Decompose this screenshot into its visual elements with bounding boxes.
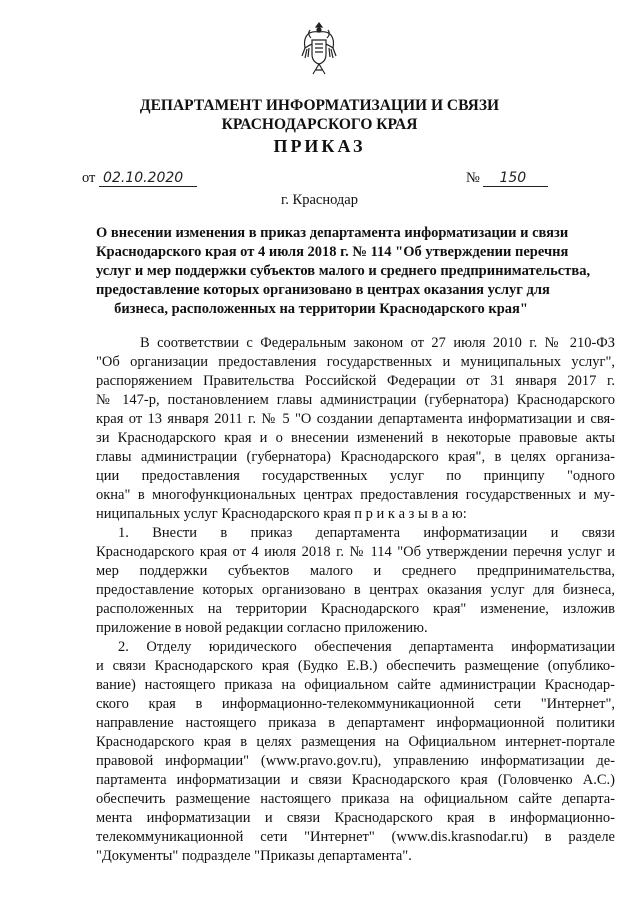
preamble-line: ции предоставления государственных услуг по принципу "одного xyxy=(96,468,615,484)
item-2-line: Краснодарского края в целях размещения на Официальном интернет-портале xyxy=(96,734,615,750)
item-2-line: правовой информации" (www.pravo.gov.ru), управлению информатизации де- xyxy=(96,753,615,769)
number-prefix: № xyxy=(466,170,480,186)
item-2-line: ского края в информационно-телекоммуникационной сети "Интернет", xyxy=(96,696,615,712)
date-value: 02.10.2020 xyxy=(99,170,197,187)
subject-line: услуг и мер поддержки субъектов малого и среднего предпринимательства, xyxy=(96,263,591,279)
item-1-line: предоставление которых организовано в центрах оказания услуг для бизнеса, xyxy=(96,582,615,598)
city-label: г. Краснодар xyxy=(280,192,358,208)
item-2-line: обеспечить размещение настоящего приказа на официальном сайте департа- xyxy=(96,791,615,807)
item-1-line: Краснодарского края от 4 июля 2018 г. № 114 "Об утверждении перечня услуг и xyxy=(96,544,615,560)
document-type: ПРИКАЗ xyxy=(273,136,366,156)
item-1-line: мер поддержки субъектов малого и среднего предпринимательства, xyxy=(96,563,615,579)
order-body xyxy=(96,334,615,866)
item-2-line: 2. Отделу юридического обеспечения департамента информатизации xyxy=(118,639,615,655)
preamble-line: ниципальных услуг Краснодарского края п р и к а з ы в а ю: xyxy=(96,506,467,522)
org-line-1: ДЕПАРТАМЕНТ ИНФОРМАТИЗАЦИИ И СВЯЗИ xyxy=(139,97,500,114)
item-1-line: 1. Внести в приказ департамента информатизации и связи xyxy=(118,525,615,541)
item-2-line: партамента информатизации и связи Краснодарского края (Головченко А.С.) xyxy=(96,772,615,788)
item-1-line: приложение в новой редакции согласно приложению. xyxy=(96,620,428,636)
coat-of-arms-icon xyxy=(299,20,339,78)
preamble-line: "Об организации предоставления государственных и муниципальных услуг", xyxy=(96,354,615,370)
item-2-line: вание) настоящего приказа на официальном сайте администрации Краснодар- xyxy=(96,677,615,693)
preamble-line: зи Краснодарского края и о внесении изменений в некоторые правовые акты xyxy=(96,430,615,446)
item-2-line: направление настоящего приказа в департамент информационной политики xyxy=(96,715,615,731)
preamble-line: В соответствии с Федеральным законом от 27 июля 2010 г. № 210-ФЗ xyxy=(140,335,615,351)
preamble-line: окна" в многофункциональных центрах предоставления государственных и му- xyxy=(96,487,615,503)
order-subject xyxy=(96,224,591,319)
number-field xyxy=(466,170,548,187)
item-2-line: мента информатизации и связи Краснодарского края в информационно- xyxy=(96,810,615,826)
subject-line: Краснодарского края от 4 июля 2018 г. № 114 "Об утверждении перечня xyxy=(96,244,569,260)
preamble-line: края от 13 января 2011 г. № 5 "О создании департамента информатизации и свя- xyxy=(96,411,615,427)
number-value: 150 xyxy=(483,170,548,187)
item-2-line: и связи Краснодарского края (Будко Е.В.) обеспечить размещение (опублико- xyxy=(96,658,615,674)
subject-line: бизнеса, расположенных на территории Краснодарского края" xyxy=(114,301,528,317)
item-1-line: расположенных на территории Краснодарского края" изменение, изложив xyxy=(96,601,615,617)
preamble-line: № 147-р, постановлением главы администрации (губернатора) Краснодарского xyxy=(96,392,615,408)
item-2-line: телекоммуникационной сети "Интернет" (www.dis.krasnodar.ru) в разделе xyxy=(96,829,615,845)
organization-name xyxy=(0,96,639,134)
preamble-line: главы администрации (губернатора) Краснодарского края", в целях организа- xyxy=(96,449,615,465)
preamble-line: распоряжением Правительства Российской Федерации от 31 января 2017 г. xyxy=(96,373,615,389)
item-2-line: "Документы" подразделе "Приказы департамента". xyxy=(96,848,412,864)
date-prefix: от xyxy=(82,170,96,186)
subject-line: О внесении изменения в приказ департамента информатизации и связи xyxy=(96,225,569,241)
org-line-2: КРАСНОДАРСКОГО КРАЯ xyxy=(221,116,418,133)
subject-line: предоставление которых организовано в центрах оказания услуг для xyxy=(96,282,550,298)
date-field xyxy=(82,170,197,187)
